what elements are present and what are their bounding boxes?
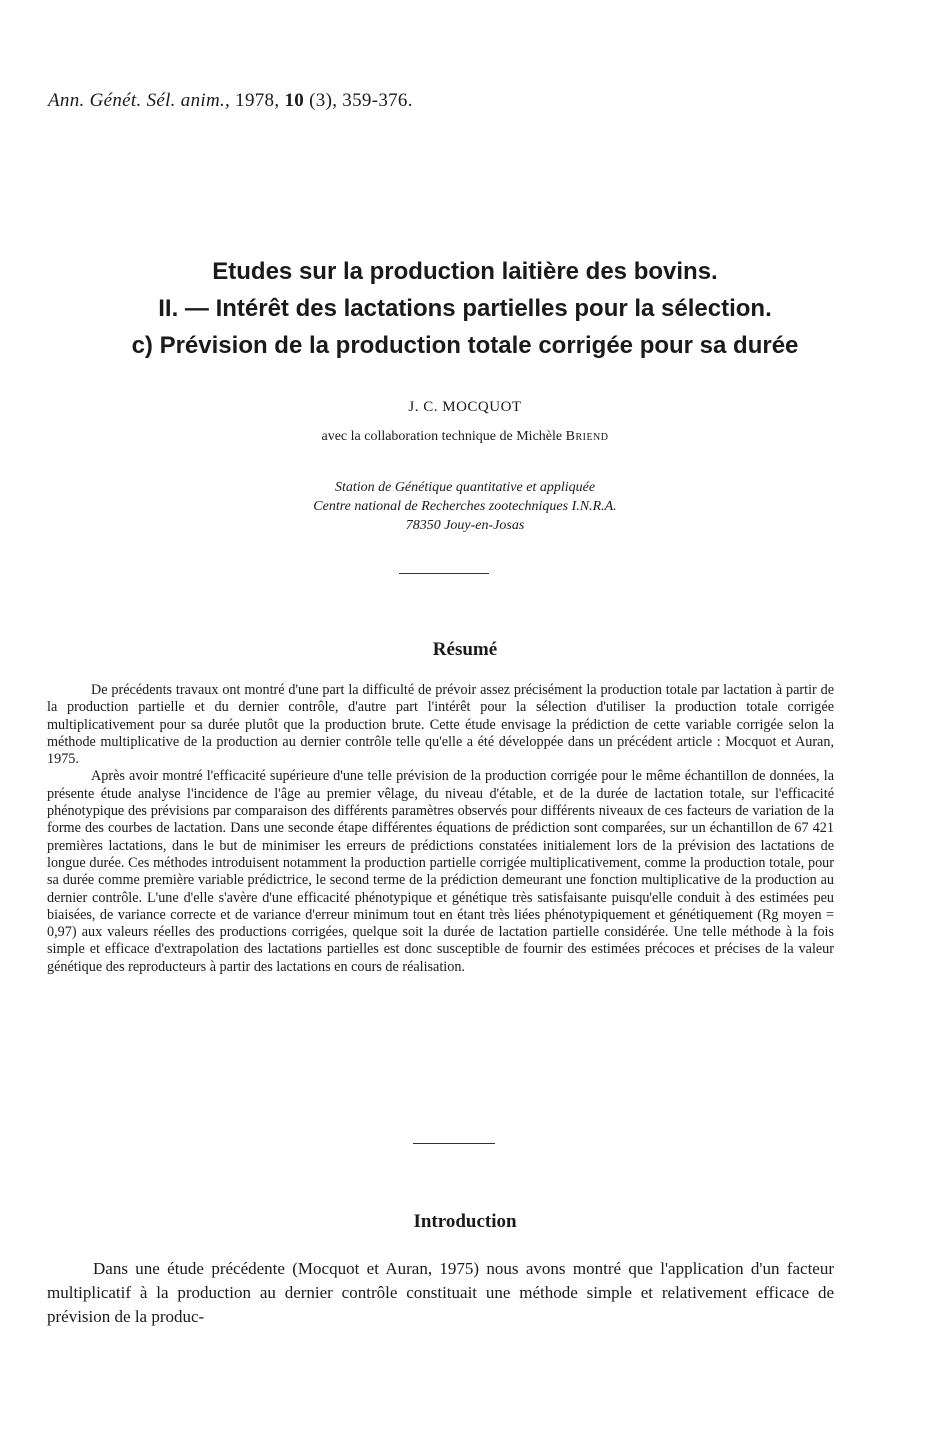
citation-year: 1978, <box>235 90 280 111</box>
affiliation-line-3: 78350 Jouy-en-Josas <box>405 518 525 533</box>
title-line-3: c) Prévision de la production totale corrigée pour sa durée <box>131 332 799 359</box>
introduction-heading: Introduction <box>413 1211 517 1232</box>
introduction-body <box>47 1257 834 1329</box>
header-divider <box>399 573 489 574</box>
resume-paragraph-1: De précédents travaux ont montré d'une part la difficulté de prévoir assez précisément la production totale par lactation à partir de la production partielle et du dernier contrôle, d'autre part l'intérêt pour la sélection d'utiliser la production totale corrigée multiplicativement pour sa durée plutôt que la production brute. Cette étude envisage la prédiction de cette variable corrigée selon la méthode multiplicative de la production au dernier contrôle telle qu'elle a été développée dans un précédent article : Mocquot et Auran, 1975. <box>47 682 834 768</box>
journal-name: Ann. Génét. Sél. anim., <box>48 90 231 111</box>
resume-heading: Résumé <box>432 639 498 660</box>
collaborator-surname: Briend <box>565 429 609 444</box>
title-line-2: II. — Intérêt des lactations partielles pour la sélection. <box>158 295 772 322</box>
collaboration-line <box>0 429 930 445</box>
citation-pages: (3), 359-376. <box>309 90 413 111</box>
resume-paragraph-2: Après avoir montré l'efficacité supérieure d'une telle prévision de la production corrigée pour le même échantillon de données, la présente étude analyse l'incidence de l'âge au premier vêlage, du niveau d'étable, et de la durée de lactation totale, sur l'efficacité phénotypique des prévisions par comparaison des différents paramètres observés pour différents niveaux de ces facteurs de variation de la forme des courbes de lactation. Dans une seconde étape différentes équations de prédiction sont comparées, sur un échantillon de 67 421 premières lactations, dans le but de minimiser les erreurs de prédictions constatées initialement lors de la prévision des lactations de longue durée. Ces méthodes introduisent notamment la production partielle corrigée multiplicativement, comme la production totale, pour sa durée comme première variable prédictrice, le second terme de la prédiction demeurant une fonction multiplicative de la production au dernier contrôle. L'une d'elle s'avère d'une efficacité phénotypique et génétique très satisfaisante puisqu'elle conduit à des estimées peu biaisées, de variance correcte et de variance d'erreur minimum tout en étant très liées phénotypiquement et génétiquement (Rg moyen = 0,97) aux valeurs réelles des productions corrigées, quelque soit la durée de lactation partielle considérée. Une telle méthode à la fois simple et efficace d'extrapolation des lactations partielles est donc susceptible de fournir des estimées précoces et précises de la valeur génétique des reproducteurs à partir des lactations en cours de réalisation. <box>47 768 834 975</box>
citation-volume: 10 <box>284 90 305 111</box>
affiliation-line-2: Centre national de Recherches zootechniques I.N.R.A. <box>313 499 617 514</box>
abstract-divider <box>413 1143 495 1144</box>
journal-citation <box>48 90 413 112</box>
collaboration-prefix: avec la collaboration technique de Michèle <box>321 429 563 444</box>
affiliation <box>0 478 930 535</box>
affiliation-line-1: Station de Génétique quantitative et appliquée <box>334 480 596 495</box>
resume-body <box>47 682 834 976</box>
title-line-1: Etudes sur la production laitière des bovins. <box>212 258 718 285</box>
paper-title <box>0 253 930 364</box>
author-name: J. C. MOCQUOT <box>408 399 522 415</box>
introduction-paragraph-1: Dans une étude précédente (Mocquot et Auran, 1975) nous avons montré que l'application d'un facteur multiplicatif à la production au dernier contrôle constituait une méthode simple et relativement efficace de prévision de la produc- <box>47 1259 834 1326</box>
